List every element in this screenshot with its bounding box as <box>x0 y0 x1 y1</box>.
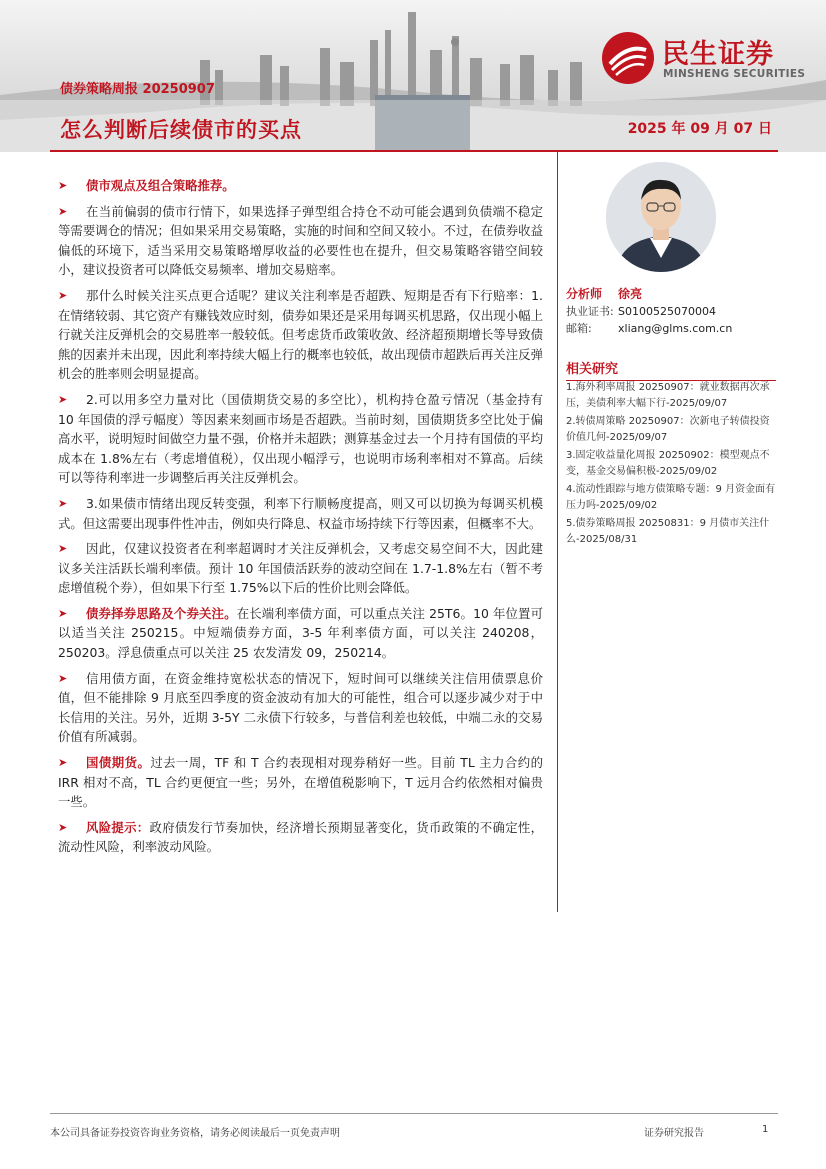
analyst-name: 徐亮 <box>618 287 643 301</box>
paragraph-lead: 债市观点及组合策略推荐。 <box>86 178 235 193</box>
footer-disclaimer: 本公司具备证券投资咨询业务资格，请务必阅读最后一页免责声明 <box>50 1128 340 1139</box>
paragraph-lead: 债券择券思路及个券关注。 <box>86 605 237 621</box>
analyst-photo <box>606 162 716 272</box>
analyst-info <box>566 286 766 337</box>
paragraph-text: 3.如果债市情绪出现反转变强，利率下行顺畅度提高，则又可以切换为每调买机模式。但这需要出现事件性冲击，例如央行降息、权益市场持续下行等因素，但概率不大。 <box>58 495 543 531</box>
arrow-bullet-icon: ➤ <box>58 204 68 218</box>
paragraph <box>58 176 543 196</box>
report-title: 怎么判断后续债市的买点 <box>60 118 302 142</box>
paragraph-lead: 国债期货。 <box>86 755 151 771</box>
arrow-bullet-icon: ➤ <box>58 496 68 510</box>
report-date: 2025 年 09 月 07 日 <box>627 121 772 137</box>
paragraph-lead: 风险提示： <box>86 819 150 835</box>
related-research-item[interactable]: 5.债券策略周报 20250831：9 月债市关注什么-2025/08/31 <box>566 518 770 545</box>
email-value[interactable]: xliang@glms.com.cn <box>618 322 733 335</box>
main-content <box>58 176 543 863</box>
arrow-bullet-icon: ➤ <box>58 179 68 192</box>
email-label: 邮箱: <box>566 322 592 335</box>
paragraph-text: 因此，仅建议投资者在利率超调时才关注反弹机会，又考虑交易空间不大，因此建议多关注活跃长端利率债。预计 10 年国债活跃券的波动空间在 1.7-1.8%左右（暂不考虑增值税个券），但如果下行至 1.75%以下后的性价比则会降低。 <box>58 541 543 596</box>
arrow-bullet-icon: ➤ <box>58 392 68 406</box>
page-number: 1 <box>762 1124 769 1135</box>
cert-value: S0100525070004 <box>618 305 716 318</box>
paragraph-text: 在长端利率债方面，可以重点关注 25T6。10 年位置可以适当关注 250215。中短端债券方面，3-5 年利率债方面，可以关注 240208，250203。浮息债重点可以关注 25 农发清发 09，250214。 <box>58 605 544 661</box>
related-research-item[interactable]: 3.固定收益量化周报 20250902：模型观点不变，基金交易偏积极-2025/09/02 <box>566 450 770 477</box>
analyst-portrait-icon <box>606 162 716 272</box>
paragraph <box>58 202 543 280</box>
arrow-bullet-icon: ➤ <box>58 671 68 685</box>
arrow-bullet-icon: ➤ <box>58 606 68 620</box>
paragraph <box>58 818 543 857</box>
paragraph-text: 政府债发行节奏加快，经济增长预期显著变化，货币政策的不确定性，流动性风险，利率波动风险。 <box>58 819 543 855</box>
paragraph-text: 在当前偏弱的债市行情下，如果选择子弹型组合持仓不动可能会遇到负债端不稳定等需要调仓的情况；但如果采用交易策略，实施的时间和空间又较小。不过，在债券收益偏低的环境下，适当采用交易策略增厚收益的必要性也在提升，但交易策略容错空间较小，建议投资者可以降低交易频率、增加交易赔率。 <box>58 203 543 278</box>
footer-report-type: 证券研究报告 <box>644 1128 704 1139</box>
paragraph <box>58 604 543 663</box>
arrow-bullet-icon: ➤ <box>58 288 68 302</box>
arrow-bullet-icon: ➤ <box>58 756 68 770</box>
logo-chinese-name: 民生证券 <box>662 39 774 70</box>
related-research-title: 相关研究 <box>566 358 776 381</box>
header-divider <box>50 150 778 152</box>
report-series: 债券策略周报 20250907 <box>60 82 215 97</box>
footer-divider <box>50 1113 778 1114</box>
related-research-list <box>566 380 776 550</box>
paragraph-text: 信用债方面，在资金维持宽松状态的情况下，短时间可以继续关注信用债票息价值，但不能排除 9 月底至四季度的资金波动有加大的可能性，组合可以逐步减少对于中长信用的关注。另外，近期 3-5Y 二永债下行较多，与普信利差也较低，中端二永的交易价值有所减弱。 <box>58 670 543 745</box>
related-research-item[interactable]: 2.转债周策略 20250907：次新电子转债投资价值几何-2025/09/07 <box>566 416 770 443</box>
related-research-item[interactable]: 1.海外利率周报 20250907：就业数据再次承压，美债利率大幅下行-2025/09/07 <box>566 382 770 409</box>
paragraph <box>58 494 543 533</box>
minsheng-emblem-icon <box>600 30 656 86</box>
paragraph <box>58 390 543 488</box>
paragraph-text: 那什么时候关注买点更合适呢？建议关注利率是否超跌、短期是否有下行赔率：1.在情绪较弱、其它资产有赚钱效应时刻，债券如果还是采用每调买机思路，仅出现小幅上行就关注反弹机会的交易胜率一般较低。但考虑货币政策收敛、经济超预期增长等导致债熊的因素并未出现，因此利率持续大幅上行的概率也较低，故出现债市超跌后再关注反弹机会的胜率则会明显提高。 <box>58 287 543 382</box>
paragraph <box>58 753 543 812</box>
arrow-bullet-icon: ➤ <box>58 542 68 556</box>
paragraph-text: 2.可以用多空力量对比（国债期货交易的多空比），机构持仓盈亏情况（基金持有 10 年国债的浮亏幅度）等因素来刻画市场是否超跌。当前时刻，国债期货多空比处于偏高水平，说明短时间做空力量不强，价格并未超跌；测算基金过去一个月持有国债的平均成本在 1.8%左右（考虑增值税），仅出现小幅浮亏，也说明市场利率相对不算高。后续可以等待利率进一步调整后再关注反弹机会。 <box>58 391 543 486</box>
column-divider <box>557 152 558 912</box>
analyst-label: 分析师 <box>566 287 603 301</box>
minsheng-logo <box>600 28 810 88</box>
cert-label: 执业证书: <box>566 305 614 318</box>
logo-english-name: MINSHENG SECURITIES <box>663 68 806 80</box>
paragraph <box>58 539 543 598</box>
header-banner <box>0 0 826 152</box>
paragraph <box>58 286 543 384</box>
paragraph-text: 过去一周，TF 和 T 合约表现相对现券稍好一些。目前 TL 主力合约的 IRR 相对不高，TL 合约更便宜一些；另外，在增值税影响下，T 远月合约依然相对偏贵一些。 <box>58 755 544 810</box>
related-research-item[interactable]: 4.流动性跟踪与地方债策略专题：9 月资金面有压力吗-2025/09/02 <box>566 484 776 511</box>
arrow-bullet-icon: ➤ <box>58 820 68 834</box>
paragraph <box>58 669 543 747</box>
